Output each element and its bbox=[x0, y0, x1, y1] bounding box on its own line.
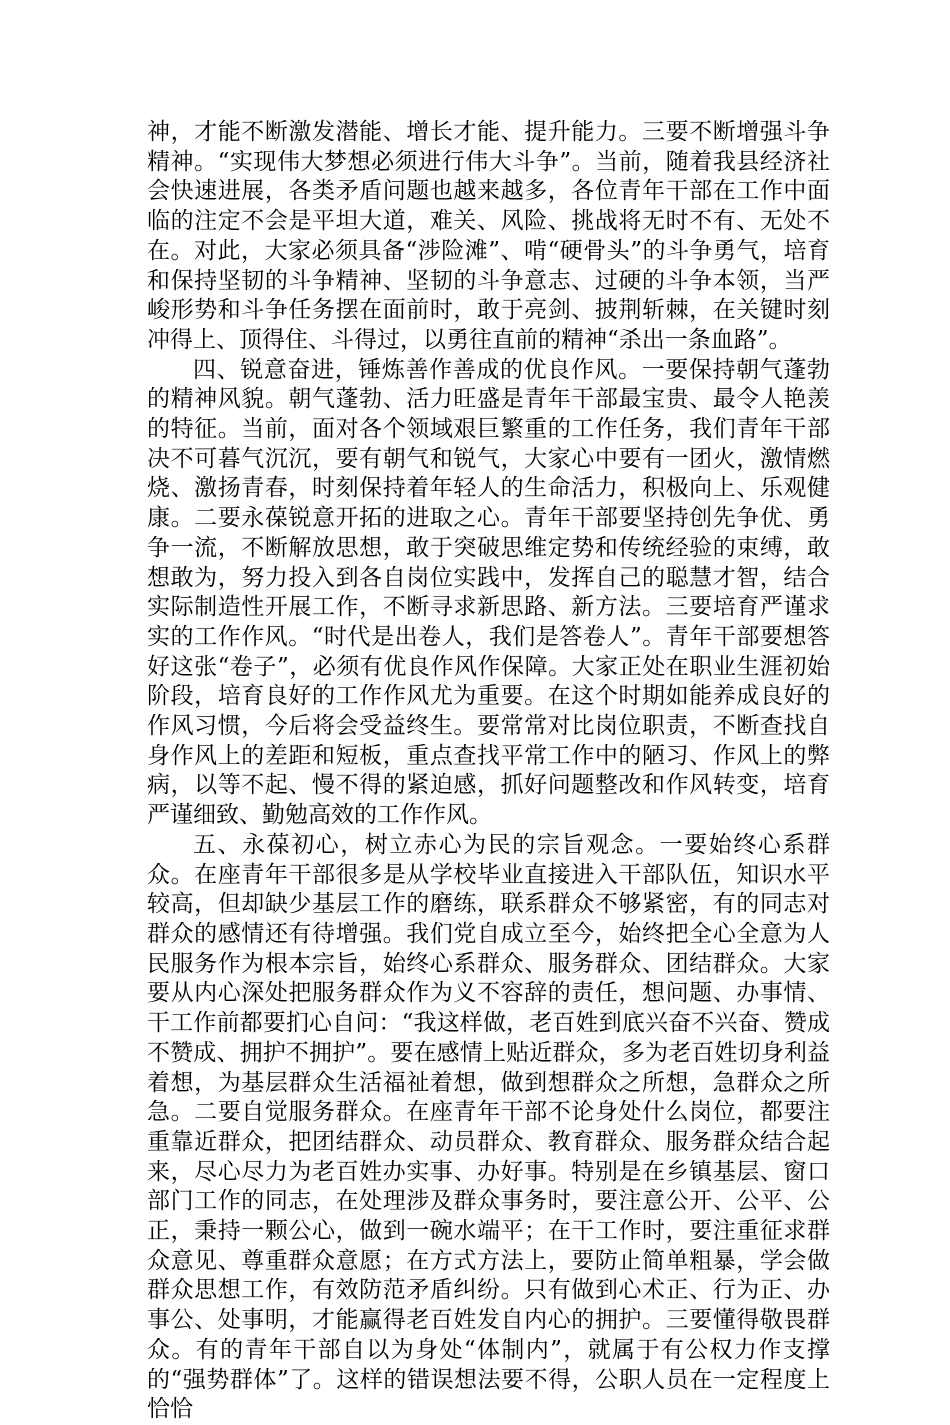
paragraph-section-five: 五、永葆初心，树立赤心为民的宗旨观念。一要始终心系群众。在座青年干部很多是从学校毕业直接进入干部队伍，知识水平较高，但却缺少基层工作的磨练，联系群众不够紧密，有的同志对群众的感情还有待增强。我们党自成立至今，始终把全心全意为人民服务作为根本宗旨，始终心系群众、服务群众、团结群众。大家要从内心深处把服务群众作为义不容辞的责任，想问题、办事情、干工作前都要扪心自问：“我这样做，老百姓到底兴奋不兴奋、赞成不赞成、拥护不拥护”。要在感情上贴近群众，多为老百姓切身利益着想，为基层群众生活福祉着想，做到想群众之所想，急群众之所急。二要自觉服务群众。在座青年干部不论身处什么岗位，都要注重靠近群众，把团结群众、动员群众、教育群众、服务群众结合起来，尽心尽力为老百姓办实事、办好事。特别是在乡镇基层、窗口部门工作的同志，在处理涉及群众事务时，要注意公开、公平、公正，秉持一颗公心，做到一碗水端平；在干工作时，要注重征求群众意见、尊重群众意愿；在方式方法上，要防止简单粗暴，学会做群众思想工作，有效防范矛盾纠纷。只有做到心术正、行为正、办事公、处事明，才能赢得老百姓发自内心的拥护。三要懂得敬畏群众。有的青年干部自以为身处“体制内”，就属于有公权力作支撑的“强势群体”了。这样的错误想法要不得，公职人员在一定程度上恰恰 bbox=[147, 831, 830, 1423]
paragraph-section-four: 四、锐意奋进，锤炼善作善成的优良作风。一要保持朝气蓬勃的精神风貌。朝气蓬勃、活力旺盛是青年干部最宝贵、最令人艳羡的特征。当前，面对各个领域艰巨繁重的工作任务，我们青年干部决不可暮气沉沉，要有朝气和锐气，大家心中要有一团火，激情燃烧、激扬青春，时刻保持着年轻人的生命活力，积极向上、乐观健康。二要永葆锐意开拓的进取之心。青年干部要坚持创先争优、勇争一流，不断解放思想，敢于突破思维定势和传统经验的束缚，敢想敢为，努力投入到各自岗位实践中，发挥自己的聪慧才智，结合实际制造性开展工作，不断寻求新思路、新方法。三要培育严谨求实的工作作风。“时代是出卷人，我们是答卷人”。青年干部要想答好这张“卷子”，必须有优良作风作保障。大家正处在职业生涯初始阶段，培育良好的工作作风尤为重要。在这个时期如能养成良好的作风习惯，今后将会受益终生。要常常对比岗位职责，不断查找自身作风上的差距和短板，重点查找平常工作中的陋习、作风上的弊病，以等不起、慢不得的紧迫感，抓好问题整改和作风转变，培育严谨细致、勤勉高效的工作作风。 bbox=[147, 356, 830, 829]
body-text bbox=[147, 118, 830, 1425]
paragraph-continuation: 神，才能不断激发潜能、增长才能、提升能力。三要不断增强斗争精神。“实现伟大梦想必须进行伟大斗争”。当前，随着我县经济社会快速进展，各类矛盾问题也越来越多，各位青年干部在工作中面临的注定不会是平坦大道，难关、风险、挑战将无时不有、无处不在。对此，大家必须具备“涉险滩”、啃“硬骨头”的斗争勇气，培育和保持坚韧的斗争精神、坚韧的斗争意志、过硬的斗争本领，当严峻形势和斗争任务摆在面前时，敢于亮剑、披荆斩棘，在关键时刻冲得上、顶得住、斗得过，以勇往直前的精神“杀出一条血路”。 bbox=[147, 119, 830, 353]
